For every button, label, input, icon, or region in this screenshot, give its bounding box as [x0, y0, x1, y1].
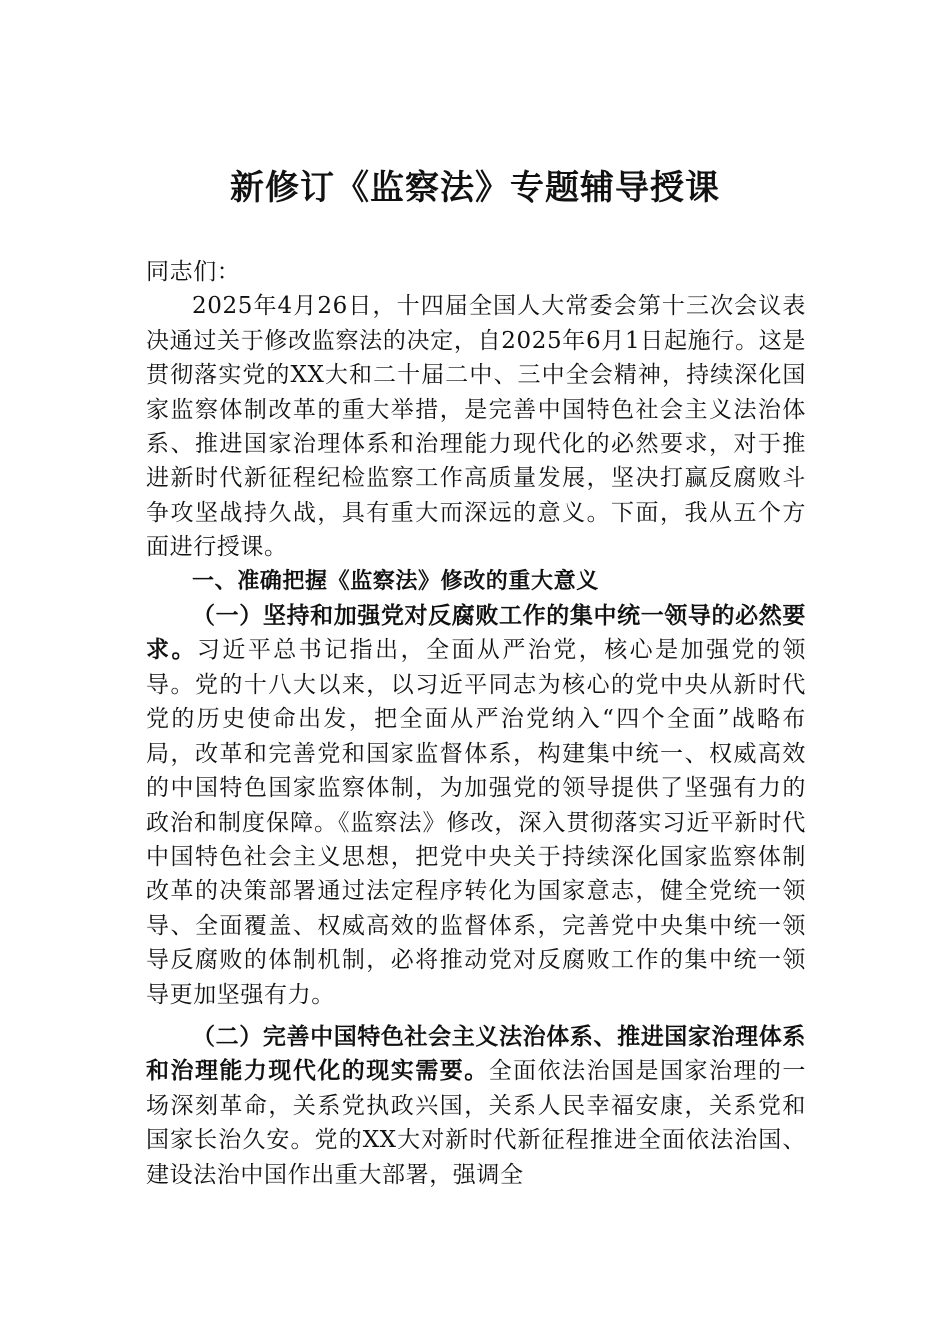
subsection-body-2: 全面依法治国是国家治理的一场深刻革命，关系党执政兴国，关系人民幸福安康，关系党和国家长治久安。党的XX大对新时代新征程推进全面依法治国、建设法治中国作出重大部署，强调全	[146, 1058, 806, 1188]
section-heading-1: 一、准确把握《监察法》修改的重大意义	[192, 568, 599, 594]
intro-paragraph: 2025年4月26日，十四届全国人大常委会第十三次会议表决通过关于修改监察法的决定，自2025年6月1日起施行。这是贯彻落实党的XX大和二十届二中、三中全会精神，持续深化国家监察体制改革的重大举措，是完善中国特色社会主义法治体系、推进国家治理体系和治理能力现代化的必然要求，对于推进新时代新征程纪检监察工作高质量发展，坚决打赢反腐败斗争攻坚战持久战，具有重大而深远的意义。下面，我从五个方面进行授课。	[146, 293, 806, 561]
document-body	[146, 255, 806, 1192]
subsection-paragraph-1	[146, 599, 806, 1012]
subsection-heading-1: （一）坚持和加强党对反腐败工作的集中统一领导的必然要求。	[146, 602, 806, 664]
subsection-paragraph-2	[146, 1020, 806, 1192]
salutation: 同志们：	[146, 259, 241, 285]
subsection-body-1: 习近平总书记指出，全面从严治党，核心是加强党的领导。党的十八大以来，以习近平同志为核心的党中央从新时代党的历史使命出发，把全面从严治党纳入“四个全面”战略布局，改革和完善党和国家监督体系，构建集中统一、权威高效的中国特色国家监察体制，为加强党的领导提供了坚强有力的政治和制度保障。《监察法》修改，深入贯彻落实习近平新时代中国特色社会主义思想，把党中央关于持续深化国家监察体制改革的决策部署通过法定程序转化为国家意志，健全党统一领导、全面覆盖、权威高效的监督体系，完善党中央集中统一领导反腐败的体制机制，必将推动党对反腐败工作的集中统一领导更加坚强有力。	[146, 637, 807, 1008]
page-title: 新修订《监察法》专题辅导授课	[230, 168, 720, 208]
subsection-heading-2: （二）完善中国特色社会主义法治体系、推进国家治理体系和治理能力现代化的现实需要。	[146, 1022, 806, 1085]
